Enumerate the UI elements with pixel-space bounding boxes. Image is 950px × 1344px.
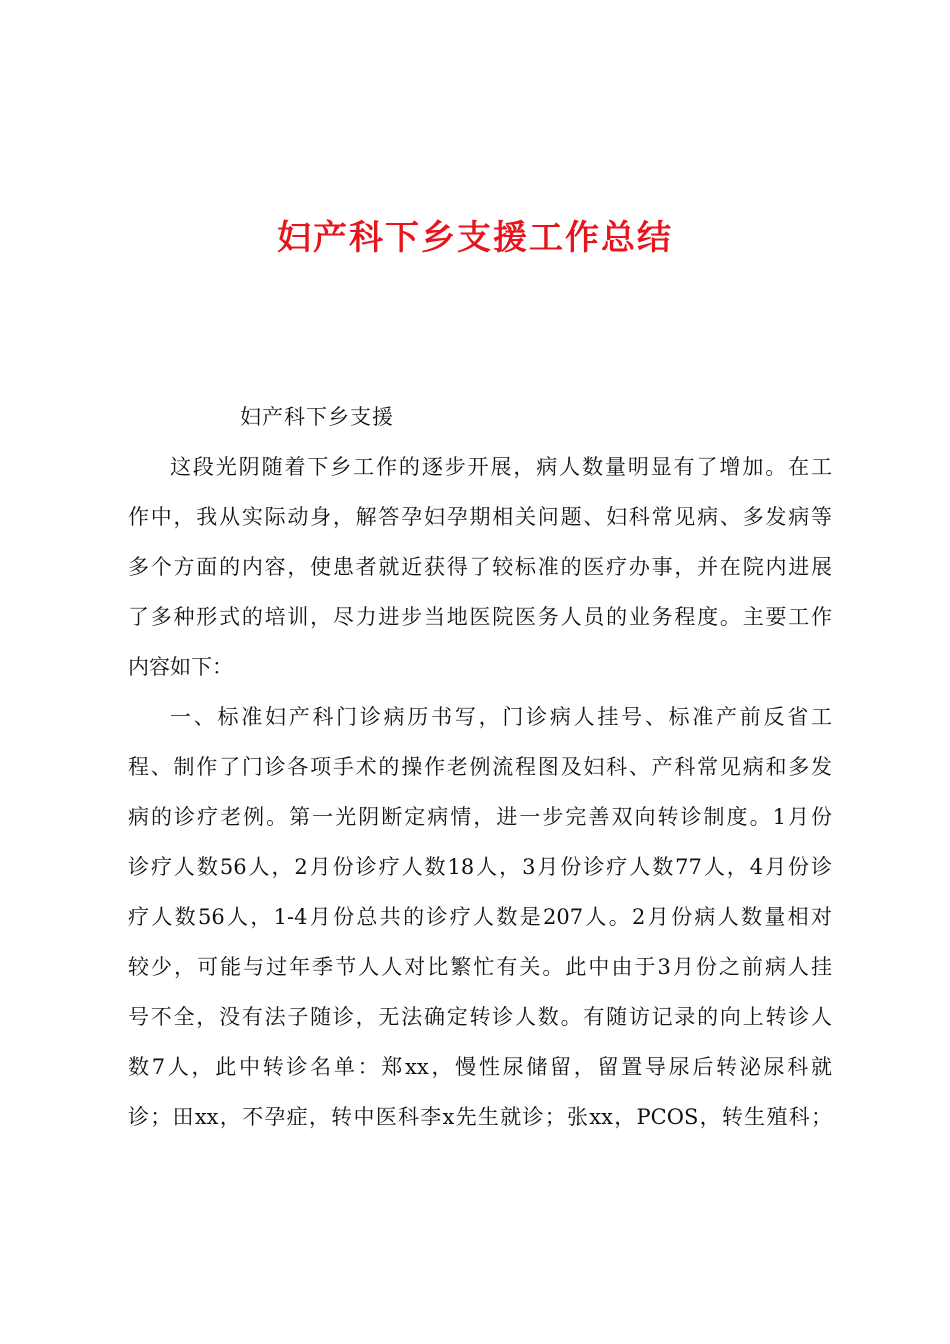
text-line: 一、标准妇产科门诊病历书写，门诊病人挂号、标准产前反省工 bbox=[170, 705, 832, 729]
text-line: 了多种形式的培训，尽力进步当地医院医务人员的业务程度。主要工作 bbox=[128, 605, 832, 629]
text-line: 程、制作了门诊各项手术的操作老例流程图及妇科、产科常见病和多发 bbox=[128, 755, 832, 779]
text-line: 号不全，没有法子随诊，无法确定转诊人数。有随访记录的向上转诊人 bbox=[128, 1005, 832, 1029]
text-line: 作中，我从实际动身，解答孕妇孕期相关问题、妇科常见病、多发病等 bbox=[128, 505, 832, 529]
document-body bbox=[128, 392, 832, 1142]
document-title: 妇产科下乡支援工作总结 bbox=[277, 218, 673, 258]
text-line: 诊疗人数56人，2月份诊疗人数18人，3月份诊疗人数77人，4月份诊 bbox=[128, 855, 832, 879]
paragraph-section-one bbox=[128, 692, 832, 1142]
text-line: 多个方面的内容，使患者就近获得了较标准的医疗办事，并在院内进展 bbox=[128, 555, 832, 579]
text-line: 内容如下： bbox=[128, 655, 233, 679]
text-line: 病的诊疗老例。第一光阴断定病情，进一步完善双向转诊制度。1月份 bbox=[128, 805, 832, 829]
text-line: 疗人数56人，1-4月份总共的诊疗人数是207人。2月份病人数量相对 bbox=[128, 905, 832, 929]
paragraph-intro bbox=[128, 442, 832, 692]
text-line: 数7人，此中转诊名单：郑xx，慢性尿储留，留置导尿后转泌尿科就 bbox=[128, 1055, 832, 1079]
text-line: 诊；田xx，不孕症，转中医科李x先生就诊；张xx，PCOS，转生殖科； bbox=[128, 1105, 832, 1129]
text-line: 这段光阴随着下乡工作的逐步开展，病人数量明显有了增加。在工 bbox=[170, 455, 832, 479]
text-line: 较少，可能与过年季节人人对比繁忙有关。此中由于3月份之前病人挂 bbox=[128, 955, 832, 979]
document-subheading: 妇产科下乡支援 bbox=[240, 405, 394, 429]
